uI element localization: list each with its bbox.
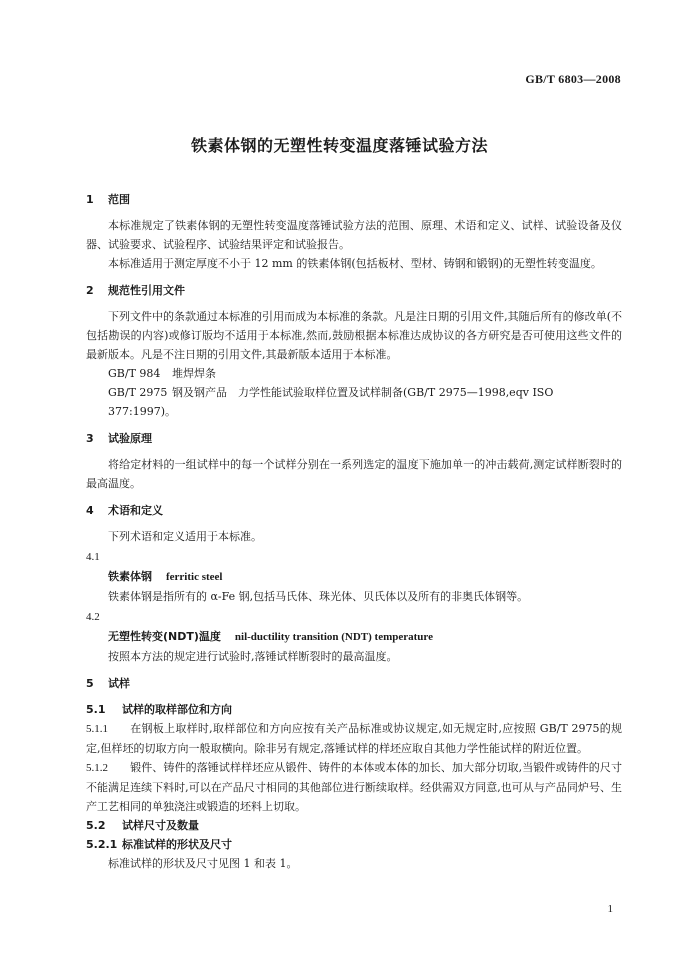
clause-number: 5.1.2	[86, 762, 108, 774]
subsection-title: 试样的取样部位和方向	[122, 703, 232, 716]
document-body	[86, 186, 622, 873]
page-number: 1	[607, 903, 613, 915]
paragraph: 下列术语和定义适用于本标准。	[108, 530, 262, 543]
reference-code: GB/T 984	[108, 367, 161, 380]
clause-text: 在钢板上取样时,取样部位和方向应按有关产品标准或协议规定,如无规定时,应按照 GB/T 2975的规定,但样坯的切取方向一般取横向。除非另有规定,落锤试样的样坯应取自其他力学性能试样的附近位置。	[86, 722, 622, 755]
section-title: 试验原理	[108, 432, 152, 445]
section-number: 4	[86, 504, 94, 517]
term-number: 4.1	[86, 551, 100, 563]
term-number: 4.2	[86, 611, 100, 623]
clause-number: 5.1.1	[86, 723, 108, 735]
section-heading-specimens	[86, 674, 622, 693]
section-number: 2	[86, 284, 94, 297]
paragraph: 将给定材料的一组试样中的每一个试样分别在一系列选定的温度下施加单一的冲击载荷,测定试样断裂时的最高温度。	[86, 458, 622, 490]
subsection-number: 5.1	[86, 703, 106, 716]
subsection-title: 试样尺寸及数量	[122, 819, 199, 832]
term-definition: 按照本方法的规定进行试验时,落锤试样断裂时的最高温度。	[108, 650, 398, 663]
standard-code: GB/T 6803—2008	[525, 72, 621, 86]
sub-subsection-number: 5.2.1	[86, 838, 118, 851]
term-chinese: 铁素体钢	[108, 570, 152, 583]
section-title: 范围	[108, 193, 130, 206]
section-heading-normative-references	[86, 281, 622, 300]
reference-item	[86, 364, 622, 383]
reference-title: 钢及钢产品 力学性能试验取样位置及试样制备(GB/T 2975—1998,eqv ISO 377:1997)。	[108, 386, 554, 418]
clause	[86, 758, 622, 816]
term-definition: 铁素体钢是指所有的 α-Fe 钢,包括马氏体、珠光体、贝氏体以及所有的非奥氏体钢等。	[108, 590, 529, 603]
reference-code: GB/T 2975	[108, 386, 168, 399]
sub-subsection-title: 标准试样的形状及尺寸	[122, 838, 232, 851]
paragraph: 本标准规定了铁素体钢的无塑性转变温度落锤试验方法的范围、原理、术语和定义、试样、试验设备及仪器、试验要求、试验程序、试验结果评定和试验报告。	[86, 219, 622, 251]
section-heading-terms	[86, 501, 622, 520]
subsection-number: 5.2	[86, 819, 106, 832]
term-chinese: 无塑性转变(NDT)温度	[108, 630, 221, 643]
section-number: 3	[86, 432, 94, 445]
paragraph: 标准试样的形状及尺寸见图 1 和表 1。	[108, 857, 298, 870]
sub-subsection-heading	[86, 835, 622, 854]
reference-item	[86, 383, 622, 421]
subsection-heading	[86, 700, 622, 719]
clause	[86, 719, 622, 758]
section-heading-scope	[86, 190, 622, 209]
reference-title: 堆焊焊条	[172, 367, 216, 380]
term-name	[86, 567, 622, 587]
section-title: 规范性引用文件	[108, 284, 185, 297]
subsection-heading	[86, 816, 622, 835]
clause-text: 锻件、铸件的落锤试样样坯应从锻件、铸件的本体或本体的加长、加大部分切取,当锻件或铸件的尺寸不能满足连续下料时,可以在产品尺寸相同的其他部位进行断续取样。经供需双方同意,也可从与产品同炉号、生产工艺相同的单独浇注或锻造的坯料上切取。	[86, 761, 622, 813]
section-title: 试样	[108, 677, 130, 690]
document-title: 铁素体钢的无塑性转变温度落锤试验方法	[190, 136, 488, 155]
paragraph: 下列文件中的条款通过本标准的引用而成为本标准的条款。凡是注日期的引用文件,其随后所有的修改单(不包括勘误的内容)或修订版均不适用于本标准,然而,鼓励根据本标准达成协议的各方研究是否可使用这些文件的最新版本。凡是不注日期的引用文件,其最新版本适用于本标准。	[86, 310, 622, 361]
section-number: 5	[86, 677, 94, 690]
section-heading-principle	[86, 429, 622, 448]
paragraph: 本标准适用于测定厚度不小于 12 mm 的铁素体钢(包括板材、型材、铸钢和锻钢)的无塑性转变温度。	[108, 257, 602, 270]
term-english: nil-ductility transition (NDT) temperature	[234, 631, 433, 643]
term-english: ferritic steel	[166, 571, 223, 583]
section-number: 1	[86, 193, 94, 206]
section-title: 术语和定义	[108, 504, 163, 517]
term-name	[86, 627, 622, 647]
